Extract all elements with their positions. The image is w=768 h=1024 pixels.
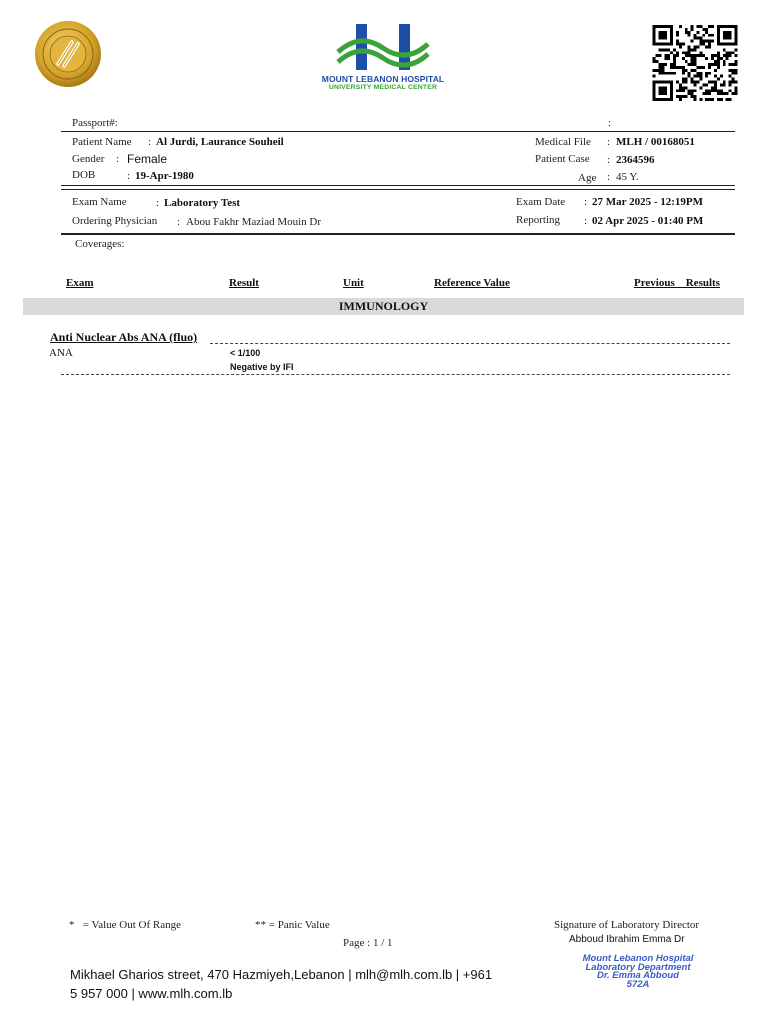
passport-separator: : — [608, 117, 612, 129]
stamp-line: Laboratory Department — [585, 961, 691, 973]
medical-file-value: MLH / 00168051 — [616, 136, 695, 148]
patient-case-label: Patient Case — [535, 153, 590, 165]
divider — [61, 233, 735, 235]
hospital-name: MOUNT LEBANON HOSPITAL — [321, 74, 445, 84]
jci-accreditation-seal — [28, 20, 108, 88]
colon: : — [177, 216, 181, 228]
colon: : — [156, 197, 160, 209]
laboratory-stamp — [542, 955, 734, 999]
section-title: IMMUNOLOGY — [338, 299, 429, 313]
patient-name-label: Patient Name — [72, 136, 132, 148]
director-name: Abboud Ibrahim Emma Dr — [569, 934, 685, 945]
colon: : — [607, 136, 611, 148]
column-header-previous: Previous Results — [634, 277, 720, 289]
patient-name-value: Al Jurdi, Laurance Souheil — [156, 136, 284, 148]
age-value: 45 Y. — [616, 171, 639, 183]
dob-label: DOB — [72, 169, 96, 181]
colon: : — [607, 171, 611, 183]
gender-value: Female — [127, 152, 168, 166]
table-row-note: Negative by IFI — [230, 362, 294, 372]
colon: : — [584, 196, 588, 208]
column-header-result: Result — [229, 277, 259, 289]
exam-name-value: Laboratory Test — [164, 197, 241, 209]
colon: : — [148, 136, 152, 148]
reporting-value: 02 Apr 2025 - 01:40 PM — [592, 215, 704, 227]
signature-title: Signature of Laboratory Director — [554, 919, 700, 931]
legend-panic: ** = Panic Value — [255, 919, 330, 931]
colon: : — [116, 153, 120, 165]
table-row-result: < 1/100 — [230, 348, 261, 358]
stamp-line: Mount Lebanon Hospital — [582, 953, 694, 964]
legend-out-of-range: * = Value Out Of Range — [69, 919, 182, 931]
dob-value: 19-Apr-1980 — [135, 170, 194, 182]
divider — [61, 189, 735, 190]
table-row-exam: ANA — [49, 347, 73, 359]
address-line-1: Mikhael Gharios street, 470 Hazmiyeh,Lebanon | mlh@mlh.com.lb | +961 — [70, 967, 493, 982]
exam-date-label: Exam Date — [516, 196, 566, 208]
column-header-exam: Exam — [66, 277, 94, 289]
exam-name-label: Exam Name — [72, 196, 127, 208]
hospital-logo — [310, 22, 456, 102]
medical-file-label: Medical File — [535, 136, 591, 148]
address-line-2: 5 957 000 | www.mlh.com.lb — [70, 986, 233, 1001]
qr-code — [652, 25, 738, 101]
passport-label: Passport#: — [72, 117, 118, 129]
page-number: Page : 1 / 1 — [343, 937, 393, 949]
colon: : — [607, 154, 611, 166]
exam-date-value: 27 Mar 2025 - 12:19PM — [592, 196, 703, 208]
stamp-line: 572A — [626, 978, 650, 990]
colon: : — [584, 215, 588, 227]
colon: : — [127, 170, 131, 182]
hospital-subtitle: UNIVERSITY MEDICAL CENTER — [328, 84, 438, 91]
hospital-address — [70, 965, 530, 1003]
column-header-reference: Reference Value — [434, 277, 510, 289]
patient-case-value: 2364596 — [616, 154, 655, 166]
hospital-logo-mark — [334, 22, 432, 74]
column-header-unit: Unit — [343, 277, 364, 289]
coverages-label: Coverages: — [75, 238, 125, 250]
test-group-title: Anti Nuclear Abs ANA (fluo) — [50, 330, 198, 344]
divider — [61, 131, 735, 132]
ordering-physician-label: Ordering Physician — [72, 215, 158, 227]
ordering-physician-value: Abou Fakhr Maziad Mouin Dr — [186, 216, 322, 228]
dashed-divider — [210, 343, 730, 344]
reporting-label: Reporting — [516, 214, 560, 226]
gender-label: Gender — [72, 153, 105, 165]
divider — [61, 185, 735, 186]
stamp-line: Dr. Emma Abboud — [597, 970, 679, 981]
age-label: Age — [578, 172, 597, 184]
dashed-divider — [61, 374, 730, 375]
